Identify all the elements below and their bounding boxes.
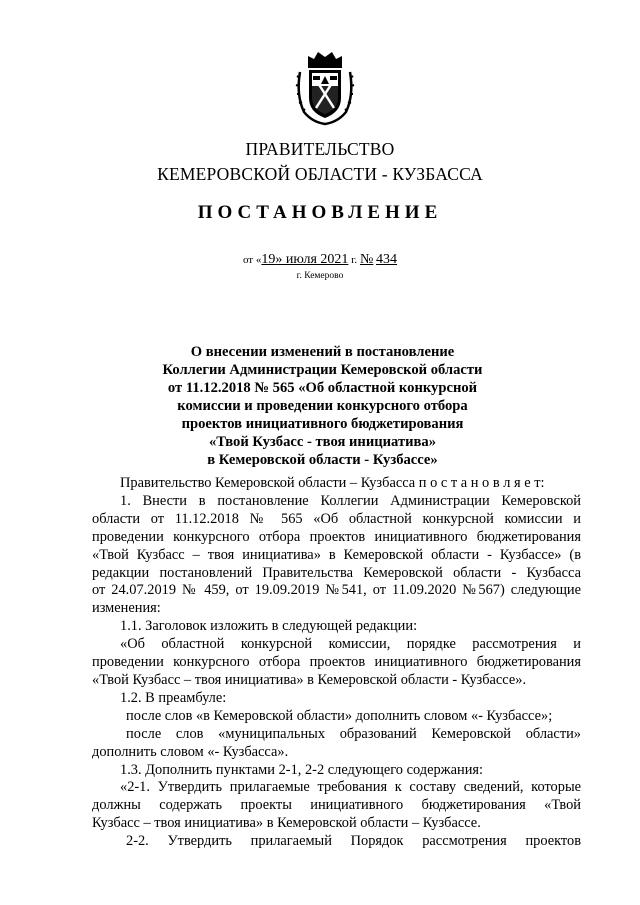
title-line: в Кемеровской области - Кузбассе»	[207, 452, 438, 468]
city: г. Кемерово	[296, 271, 344, 281]
paragraph-1-2-a: после слов «в Кемеровской области» дополнить словом «- Кузбассе»;	[126, 707, 553, 724]
decree-title	[120, 343, 525, 469]
paragraph-1-line: области от 11.12.2018 № 565 «Об областной конкурсной комиссии и	[92, 510, 581, 527]
coat-of-arms-icon	[294, 50, 356, 126]
quote-2-line: «2-1. Утвердить прилагаемые требования к составу сведений, которые	[120, 779, 581, 796]
paragraph-1-2-b-line: после слов «муниципальных образований Кемеровской области»	[126, 725, 581, 742]
government-title: ПРАВИТЕЛЬСТВО	[245, 139, 395, 159]
title-line: проектов инициативного бюджетирования	[181, 416, 464, 432]
paragraph-1-line: 1. Внести в постановление Коллегии Администрации Кемеровской	[120, 492, 581, 509]
quote-3-line: 2-2. Утвердить прилагаемый Порядок рассмотрения проектов	[126, 833, 581, 850]
quote-1-line: «Твой Кузбасс – твоя инициатива» в Кемеровской области - Кузбассе».	[92, 671, 527, 688]
title-line: О внесении изменений в постановление	[190, 344, 455, 360]
paragraph-1-line: изменения:	[92, 600, 161, 617]
number-sign: №	[359, 252, 374, 267]
quote-2-line: должны содержать проекты инициативного бюджетирования «Твой	[92, 797, 581, 814]
decree-number: 434	[376, 252, 398, 267]
paragraph-1-2-b-line: дополнить словом «- Кузбасса».	[92, 743, 289, 760]
decree-body	[92, 475, 581, 851]
paragraph-1-1: 1.1. Заголовок изложить в следующей редакции:	[120, 618, 418, 635]
paragraph-1-2: 1.2. В преамбуле:	[120, 689, 227, 706]
intro-line	[92, 475, 581, 493]
date-month-year: » июля 2021	[275, 252, 349, 267]
paragraph-1-line: проведении конкурсного отбора проектов инициативного бюджетирования	[92, 528, 581, 545]
title-line: «Твой Кузбасс - твоя инициатива»	[208, 434, 437, 450]
quote-2-line: Кузбасс – твоя инициатива» в Кемеровской области – Кузбассе.	[92, 815, 481, 832]
intro-text: Правительство Кемеровской области – Кузбасса	[120, 475, 416, 491]
intro-decree-word: п о с т а н о в л я е т:	[418, 475, 545, 491]
government-region: КЕМЕРОВСКОЙ ОБЛАСТИ - КУЗБАССА	[157, 164, 483, 184]
title-line: Коллегии Администрации Кемеровской области	[162, 362, 483, 378]
year-suffix: г.	[351, 254, 358, 266]
paragraph-1-3: 1.3. Дополнить пунктами 2-1, 2-2 следующего содержания:	[120, 761, 484, 778]
document-type: ПОСТАНОВЛЕНИЕ	[197, 202, 443, 223]
quote-1-line: «Об областной конкурсной комиссии, порядке рассмотрения и	[120, 636, 581, 653]
date-prefix: от «	[242, 254, 262, 266]
title-line: от 11.12.2018 № 565 «Об областной конкурсной	[167, 380, 478, 396]
paragraph-1-line: от 24.07.2019 № 459, от 19.09.2019 №541, от 11.09.2020 №567) следующие	[92, 582, 581, 599]
date-day: 19	[261, 252, 276, 267]
quote-1-line: проведении конкурсного отбора проектов инициативного бюджетирования	[92, 654, 581, 671]
title-line: комиссии и проведении конкурсного отбора	[177, 398, 468, 414]
paragraph-1-line: «Твой Кузбасс – твоя инициатива» в Кемеровской области - Кузбассе» (в	[92, 546, 581, 563]
paragraph-1-line: редакции постановлений Правительства Кемеровской области - Кузбасса	[92, 564, 581, 581]
decree-date-number	[0, 252, 640, 268]
